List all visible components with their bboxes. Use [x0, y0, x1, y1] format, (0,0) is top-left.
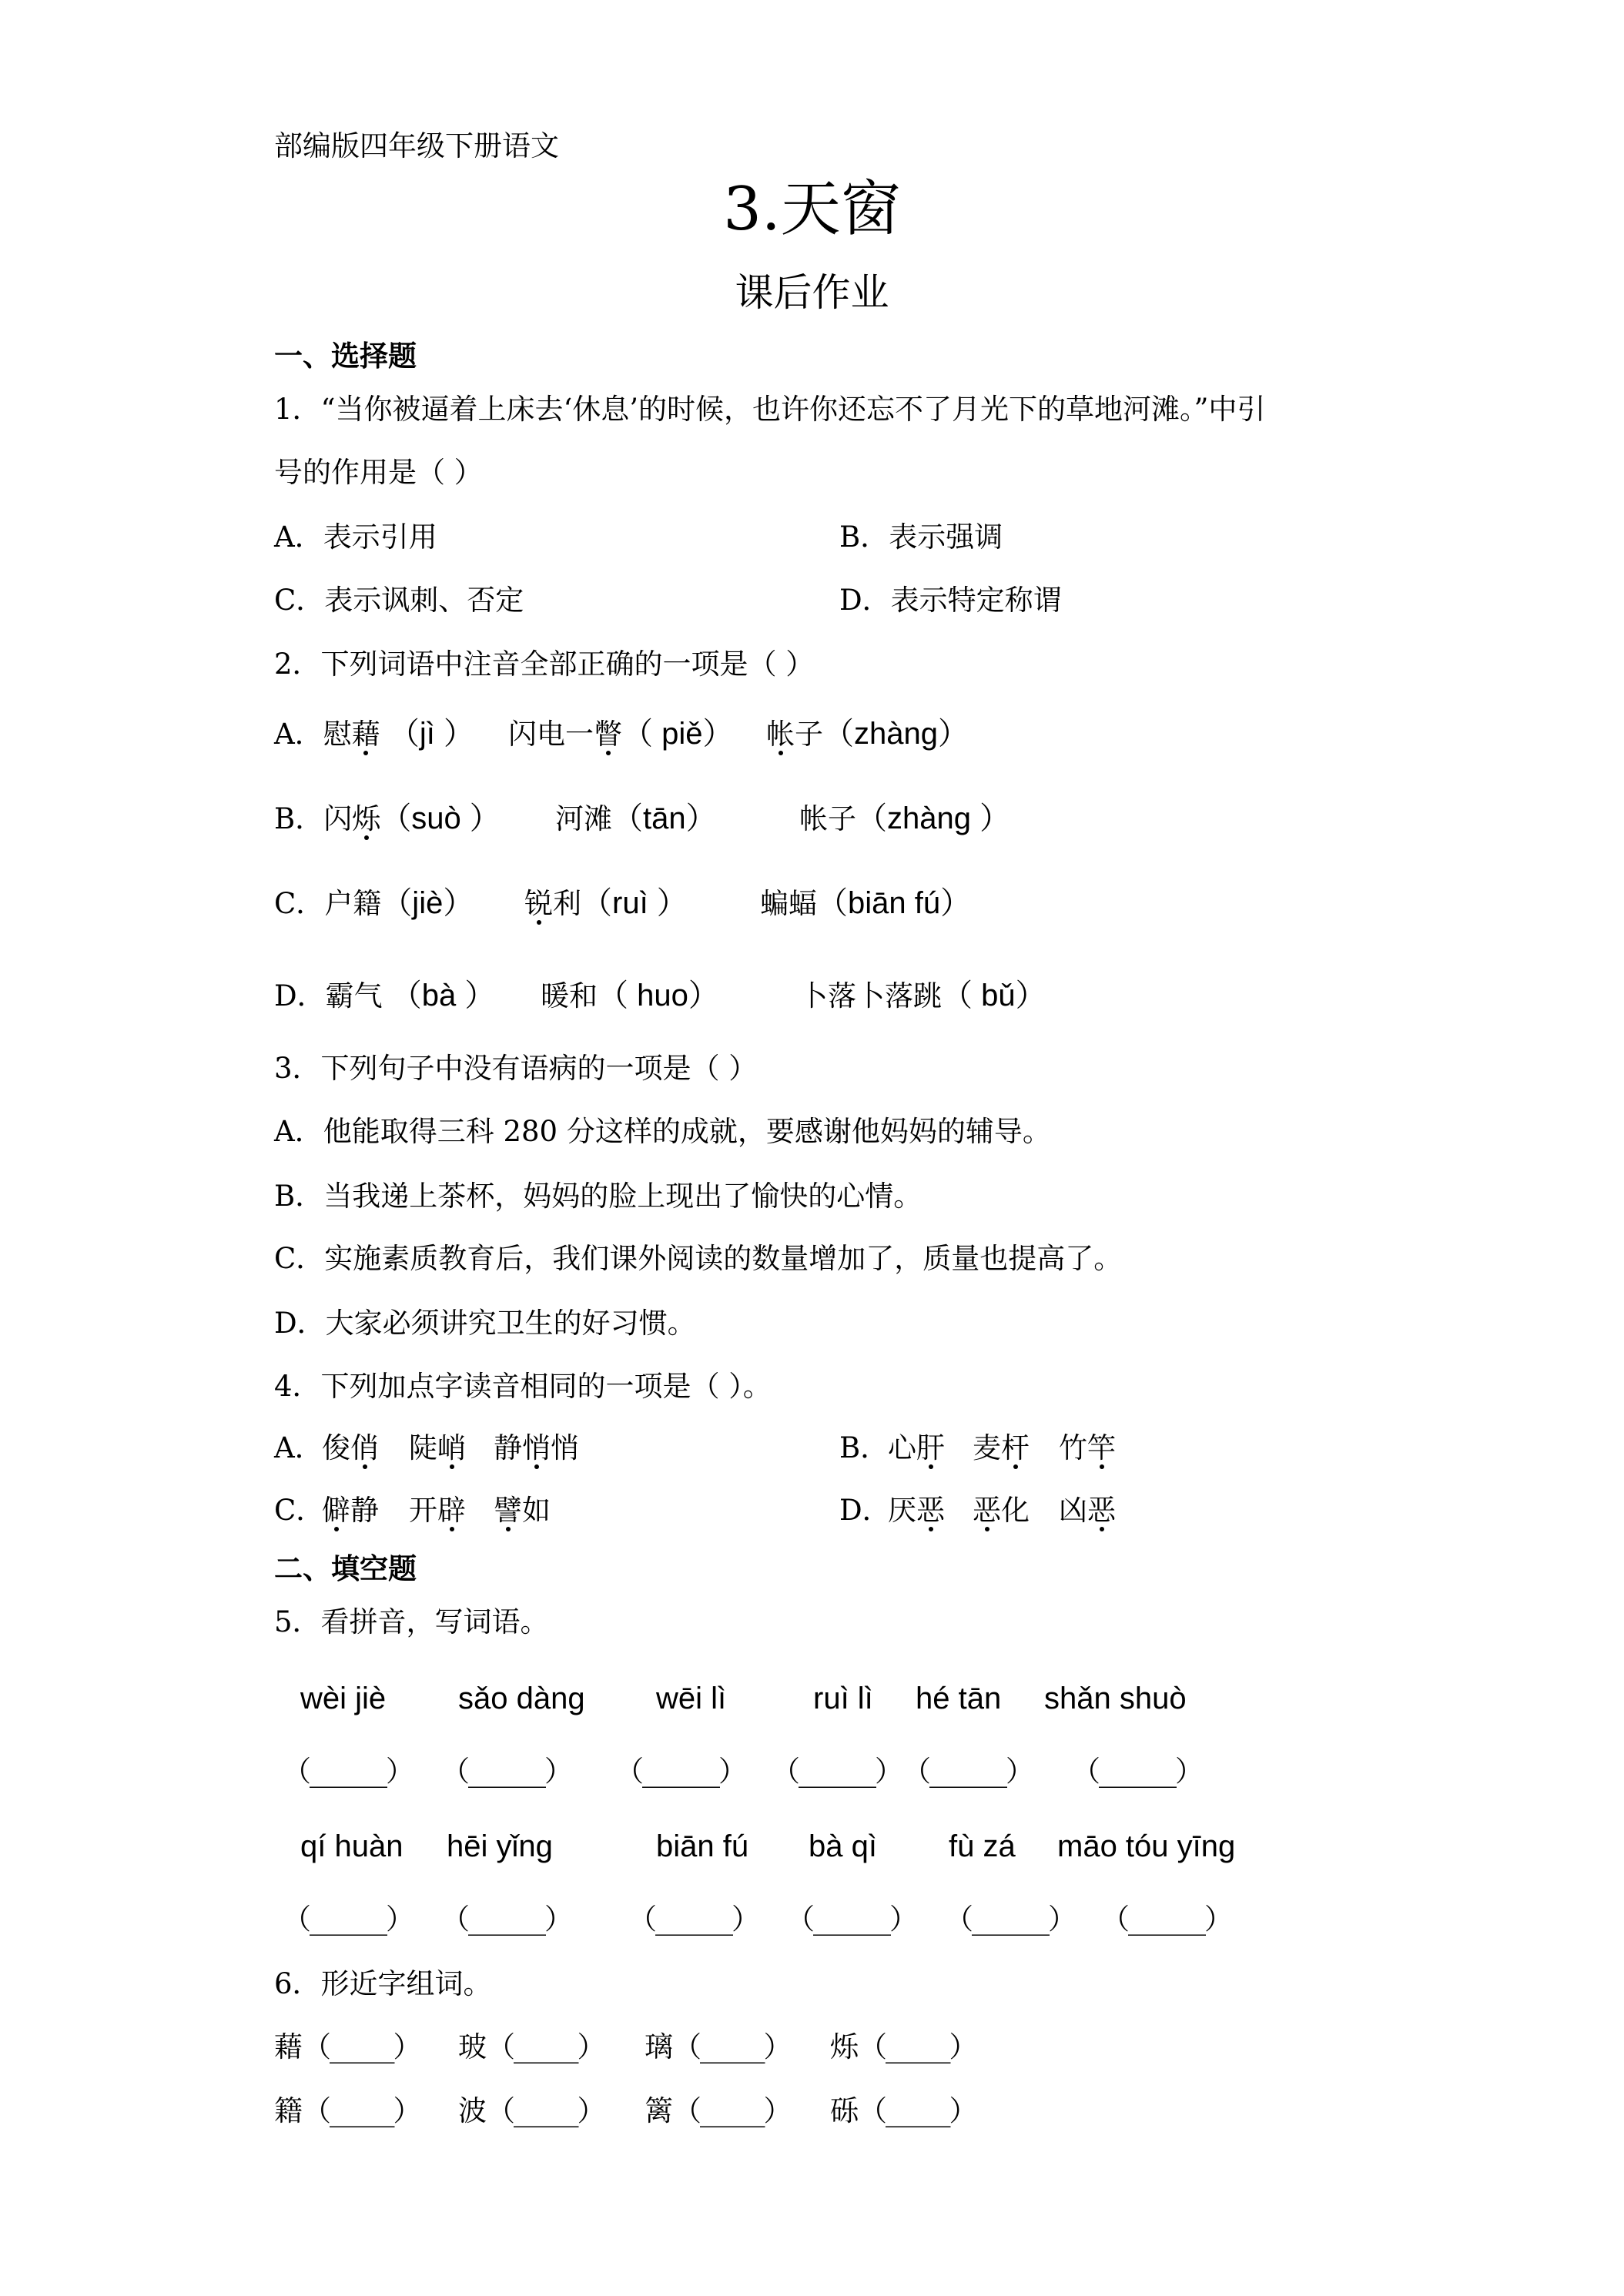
answer-blank: （_____）	[673, 2094, 791, 2127]
worksheet-subtitle: 课后作业	[735, 270, 889, 315]
pinyin: （zhàng ）	[856, 802, 1011, 835]
answer-blank: （______）	[945, 1903, 1075, 1936]
q5-blank-row2	[0, 1903, 1624, 1936]
answer-blank: （______）	[615, 1755, 745, 1788]
dotted-char: 譬	[494, 1494, 522, 1527]
pinyin: bà qì	[809, 1829, 877, 1863]
pinyin: sǎo dàng	[458, 1682, 585, 1715]
dotted-char: 峭	[437, 1431, 466, 1464]
q2-c-item-3	[760, 886, 971, 921]
pinyin: wēi lì	[656, 1682, 727, 1715]
dotted-char: 竿	[1087, 1431, 1116, 1464]
dotted-char: 锐	[524, 887, 553, 920]
pinyin: （ bǔ）	[942, 979, 1046, 1012]
word-part: 静	[494, 1431, 522, 1464]
q6-item	[830, 2030, 976, 2064]
q4-a-word-1	[322, 1431, 379, 1465]
q4-d-word-1	[888, 1494, 945, 1528]
pinyin: （biān fú）	[817, 886, 972, 920]
dotted-char: 藉	[351, 718, 380, 751]
character: 璃	[645, 2030, 673, 2063]
q1-option-a: A．表示引用	[274, 520, 437, 554]
answer-blank: （______）	[902, 1755, 1033, 1788]
word-part: 凶	[1059, 1494, 1087, 1527]
dotted-char: 恶	[916, 1494, 945, 1527]
q4-stem: 4．下列加点字读音相同的一项是（ ）。	[274, 1370, 772, 1403]
word-part: 悄	[551, 1431, 579, 1464]
answer-blank: （______）	[1072, 1755, 1202, 1788]
option-label: C．	[274, 887, 325, 920]
q6-item	[458, 2030, 604, 2064]
word-part: 闪	[323, 802, 353, 835]
pinyin: wèi jiè	[300, 1682, 387, 1715]
pinyin: hēi yǐng	[447, 1829, 553, 1863]
pinyin: fù zá	[949, 1829, 1016, 1863]
q2-c-item-1	[274, 886, 474, 921]
q1-stem-line1: 1．“当你被逼着上床去‘休息’的时候，也许你还忘不了月光下的草地河滩。”中引	[274, 393, 1266, 426]
q6-item	[830, 2094, 976, 2128]
q5-pinyin-row2	[0, 1828, 1624, 1865]
q1-option-d: D．表示特定称谓	[839, 584, 1062, 617]
pinyin: biān fú	[656, 1829, 749, 1863]
q4-option-d-label: D．	[839, 1494, 891, 1527]
q1-option-b: B．表示强调	[839, 520, 1003, 554]
pinyin: shǎn shuò	[1044, 1682, 1187, 1715]
q4-option-b-label: B．	[839, 1431, 889, 1464]
q6-row2	[0, 2094, 1624, 2128]
answer-blank: （______）	[441, 1755, 571, 1788]
pinyin: hé tān	[916, 1682, 1002, 1715]
pinyin: （tān）	[612, 802, 717, 835]
pinyin: （ruì ）	[581, 886, 688, 920]
option-label: D．	[274, 979, 326, 1012]
q4-b-word-3	[1059, 1431, 1116, 1465]
word-part: 化	[1001, 1494, 1030, 1527]
q6-item	[274, 2030, 420, 2064]
word-part: 静	[350, 1494, 379, 1527]
option-label: A．	[274, 718, 323, 751]
q4-b-word-2	[973, 1431, 1030, 1465]
pinyin: （bà ）	[382, 979, 496, 1012]
answer-blank: （______）	[772, 1755, 902, 1788]
word: 暖和	[541, 979, 598, 1012]
pinyin: （jì ）	[380, 717, 474, 751]
q2-a-item-2	[508, 717, 734, 751]
character: 波	[458, 2094, 487, 2127]
answer-blank: （______）	[283, 1903, 413, 1936]
q3-option-b: B．当我递上茶杯，妈妈的脸上现出了愉快的心情。	[274, 1180, 922, 1213]
q5-pinyin-row1	[0, 1680, 1624, 1717]
section-heading-fill: 二、填空题	[274, 1551, 417, 1585]
q6-item	[274, 2094, 420, 2128]
answer-blank: （_____）	[859, 2030, 976, 2063]
dotted-char: 恶	[1087, 1494, 1116, 1527]
pinyin: （ piě）	[622, 717, 734, 751]
word-part: 利	[553, 887, 581, 920]
q2-option-c	[0, 886, 1624, 920]
character: 篱	[645, 2094, 673, 2127]
q4-option-c-label: C．	[274, 1494, 325, 1527]
dotted-char: 俏	[350, 1431, 379, 1464]
word-part: 闪电一	[508, 718, 594, 751]
pinyin: （zhàng）	[823, 717, 969, 751]
word-part: 慰	[323, 718, 352, 751]
word-part: 俊	[322, 1431, 350, 1464]
character: 烁	[830, 2030, 859, 2063]
answer-blank: （______）	[283, 1755, 413, 1788]
q4-a-word-3	[494, 1431, 579, 1465]
answer-blank: （______）	[1101, 1903, 1231, 1936]
q2-b-item-3	[799, 802, 1010, 836]
character: 玻	[458, 2030, 487, 2063]
q1-stem-line2: 号的作用是（ ）	[274, 456, 483, 489]
answer-blank: （_____）	[303, 2030, 420, 2063]
word-part: 如	[522, 1494, 551, 1527]
q4-option-a-label: A．	[274, 1431, 323, 1464]
word: 卜落卜落跳	[799, 979, 942, 1012]
q6-stem: 6．形近字组词。	[274, 1967, 492, 2000]
q2-a-item-3	[766, 717, 969, 751]
pinyin: （ huo）	[598, 979, 719, 1012]
q2-d-item-2	[541, 979, 719, 1013]
character: 籍	[274, 2094, 303, 2127]
dotted-char: 恶	[973, 1494, 1001, 1527]
word-part: 陡	[409, 1431, 437, 1464]
dotted-char: 悄	[522, 1431, 551, 1464]
word: 户籍	[324, 887, 382, 920]
answer-blank: （_____）	[487, 2030, 604, 2063]
q2-b-item-2	[555, 802, 717, 836]
q4-b-word-1	[888, 1431, 945, 1465]
q4-c-word-3	[494, 1494, 551, 1528]
q2-d-item-3	[799, 979, 1046, 1013]
word-part: 竹	[1059, 1431, 1087, 1464]
pinyin: （suò ）	[380, 802, 501, 835]
answer-blank: （______）	[628, 1903, 758, 1936]
answer-blank: （_____）	[487, 2094, 604, 2127]
word: 霸气	[325, 979, 383, 1012]
q3-option-c: C．实施素质教育后，我们课外阅读的数量增加了，质量也提高了。	[274, 1242, 1123, 1275]
word-part: 麦	[973, 1431, 1001, 1464]
q4-a-word-2	[409, 1431, 466, 1465]
word: 蝙蝠	[760, 887, 817, 920]
word-part: 开	[409, 1494, 437, 1527]
q2-c-item-2	[524, 886, 688, 921]
word-part: 厌	[888, 1494, 916, 1527]
q1-options-row1	[0, 520, 1624, 554]
q2-d-item-1	[274, 979, 495, 1013]
q3-option-d: D．大家必须讲究卫生的好习惯。	[274, 1307, 696, 1340]
dotted-char: 肝	[916, 1431, 945, 1464]
q4-options-row2	[0, 1494, 1624, 1528]
answer-blank: （_____）	[673, 2030, 791, 2063]
q2-option-d	[0, 979, 1624, 1012]
dotted-char: 僻	[322, 1494, 350, 1527]
q4-c-word-2	[409, 1494, 466, 1528]
q3-stem: 3．下列句子中没有语病的一项是（ ）	[274, 1052, 758, 1085]
dotted-char: 辟	[437, 1494, 466, 1527]
word-part: 子	[795, 718, 823, 751]
answer-blank: （______）	[441, 1903, 571, 1936]
series-label: 部编版四年级下册语文	[274, 129, 559, 162]
pinyin: māo tóu yīng	[1057, 1829, 1236, 1863]
q2-a-item-1	[274, 717, 474, 751]
q4-options-row1	[0, 1431, 1624, 1465]
word: 帐子	[799, 802, 856, 835]
option-label: B．	[274, 802, 324, 835]
pinyin: （jiè）	[381, 886, 474, 920]
q4-d-word-2	[973, 1494, 1030, 1528]
q6-item	[645, 2094, 791, 2128]
q6-item	[458, 2094, 604, 2128]
q2-b-item-1	[274, 802, 501, 836]
pinyin: ruì lì	[813, 1682, 873, 1715]
q3-option-a: A．他能取得三科 280 分这样的成就，要感谢他妈妈的辅导。	[274, 1115, 1051, 1148]
character: 砾	[830, 2094, 859, 2127]
lesson-title: 3.天窗	[723, 175, 901, 244]
answer-blank: （_____）	[859, 2094, 976, 2127]
q6-row1	[0, 2030, 1624, 2064]
dotted-char: 帐	[766, 718, 795, 751]
q2-option-a	[0, 717, 1624, 751]
pinyin: qí huàn	[300, 1829, 403, 1863]
q1-options-row2	[0, 584, 1624, 618]
q4-d-word-3	[1059, 1494, 1116, 1528]
q6-item	[645, 2030, 791, 2064]
dotted-char: 瞥	[594, 718, 622, 751]
q2-option-b	[0, 802, 1624, 835]
answer-blank: （_____）	[303, 2094, 420, 2127]
word: 河滩	[555, 802, 612, 835]
dotted-char: 杆	[1001, 1431, 1030, 1464]
q2-stem: 2．下列词语中注音全部正确的一项是（ ）	[274, 648, 815, 681]
q5-stem: 5．看拼音，写词语。	[274, 1605, 549, 1638]
q4-c-word-1	[322, 1494, 379, 1528]
answer-blank: （______）	[786, 1903, 916, 1936]
word-part: 心	[888, 1431, 916, 1464]
q5-blank-row1	[0, 1755, 1624, 1789]
dotted-char: 烁	[352, 802, 381, 835]
q1-option-c: C．表示讽刺、否定	[274, 584, 524, 617]
character: 藉	[274, 2030, 303, 2063]
section-heading-choice: 一、选择题	[274, 339, 417, 373]
